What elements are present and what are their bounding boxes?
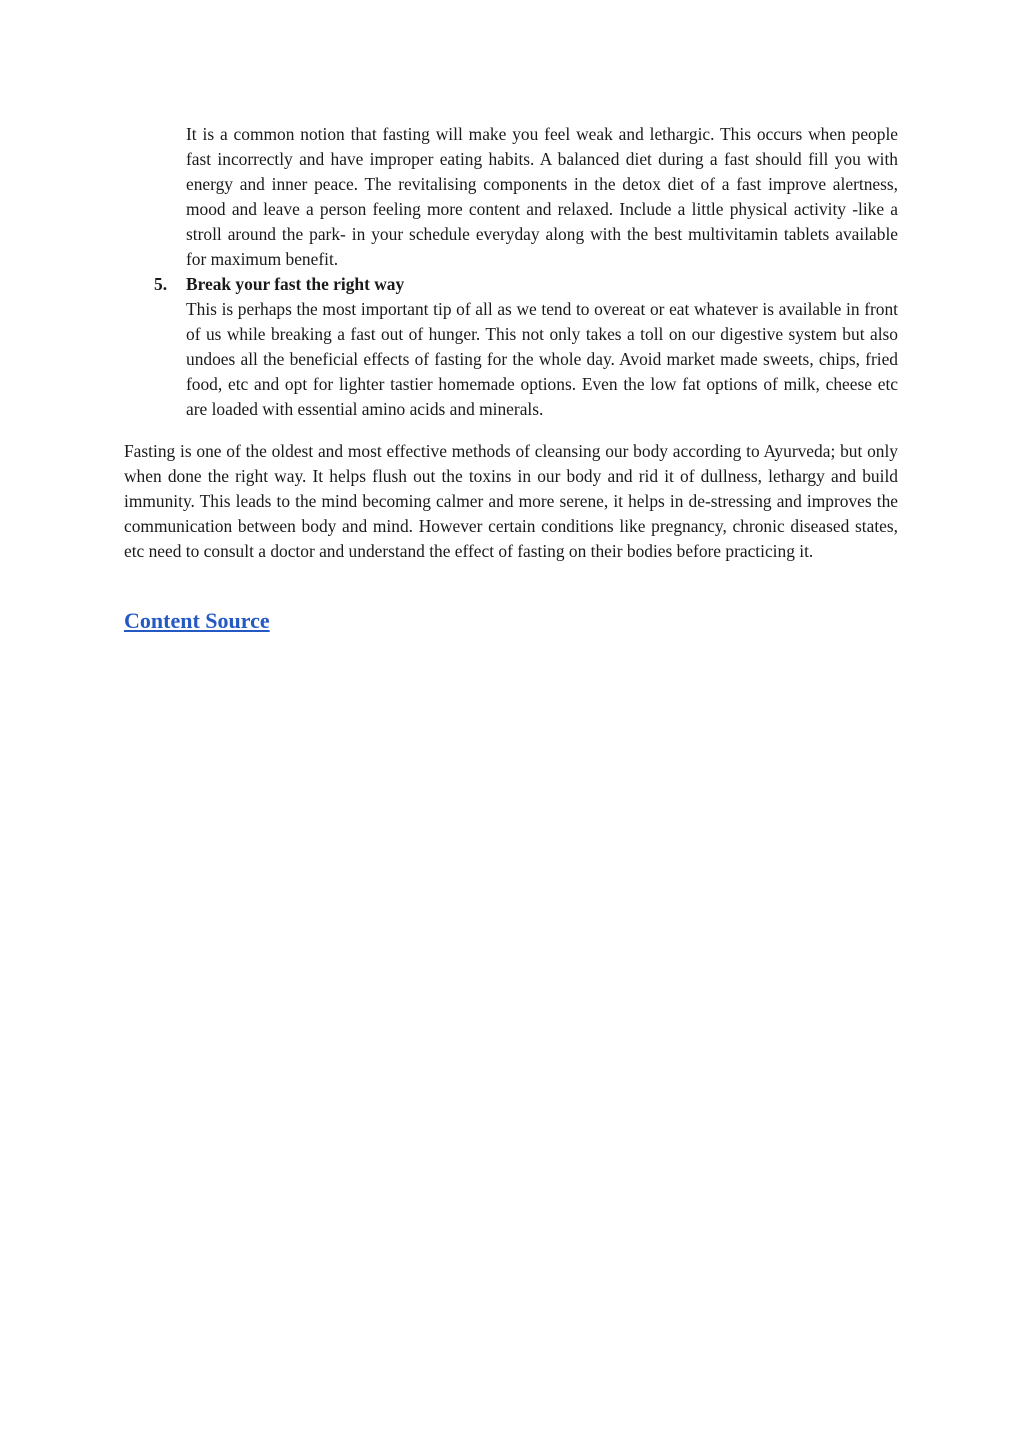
- content-source-link[interactable]: Content Source: [124, 608, 270, 633]
- list-item-body: This is perhaps the most important tip of all as we tend to overeat or eat whatever is available in front of us while breaking a fast out of hunger. This not only takes a toll on our digestive system but also undoes all the beneficial effects of fasting for the whole day. Avoid market made sweets, chips, fried food, etc and opt for lighter tastier homemade options. Even the low fat options of milk, cheese etc are loaded with essential amino acids and minerals.: [186, 299, 898, 419]
- list-item-number: 5.: [154, 274, 168, 294]
- continued-paragraph: It is a common notion that fasting will make you feel weak and lethargic. This occurs when people fast incorrectly and have improper eating habits. A balanced diet during a fast should fill you with energy and inner peace. The revitalising components in the detox diet of a fast improve alertness, mood and leave a person feeling more content and relaxed. Include a little physical activity -like a stroll around the park- in your schedule everyday along with the best multivitamin tablets available for maximum benefit.: [186, 124, 898, 269]
- closing-paragraph: Fasting is one of the oldest and most effective methods of cleansing our body according to Ayurveda; but only when done the right way. It helps flush out the toxins in our body and rid it of dullness, lethargy and build immunity. This leads to the mind becoming calmer and more serene, it helps in de-stressing and improves the communication between body and mind. However certain conditions like pregnancy, chronic diseased states, etc need to consult a doctor and understand the effect of fasting on their bodies before practicing it.: [124, 441, 898, 561]
- list-item-heading: Break your fast the right way: [186, 274, 405, 294]
